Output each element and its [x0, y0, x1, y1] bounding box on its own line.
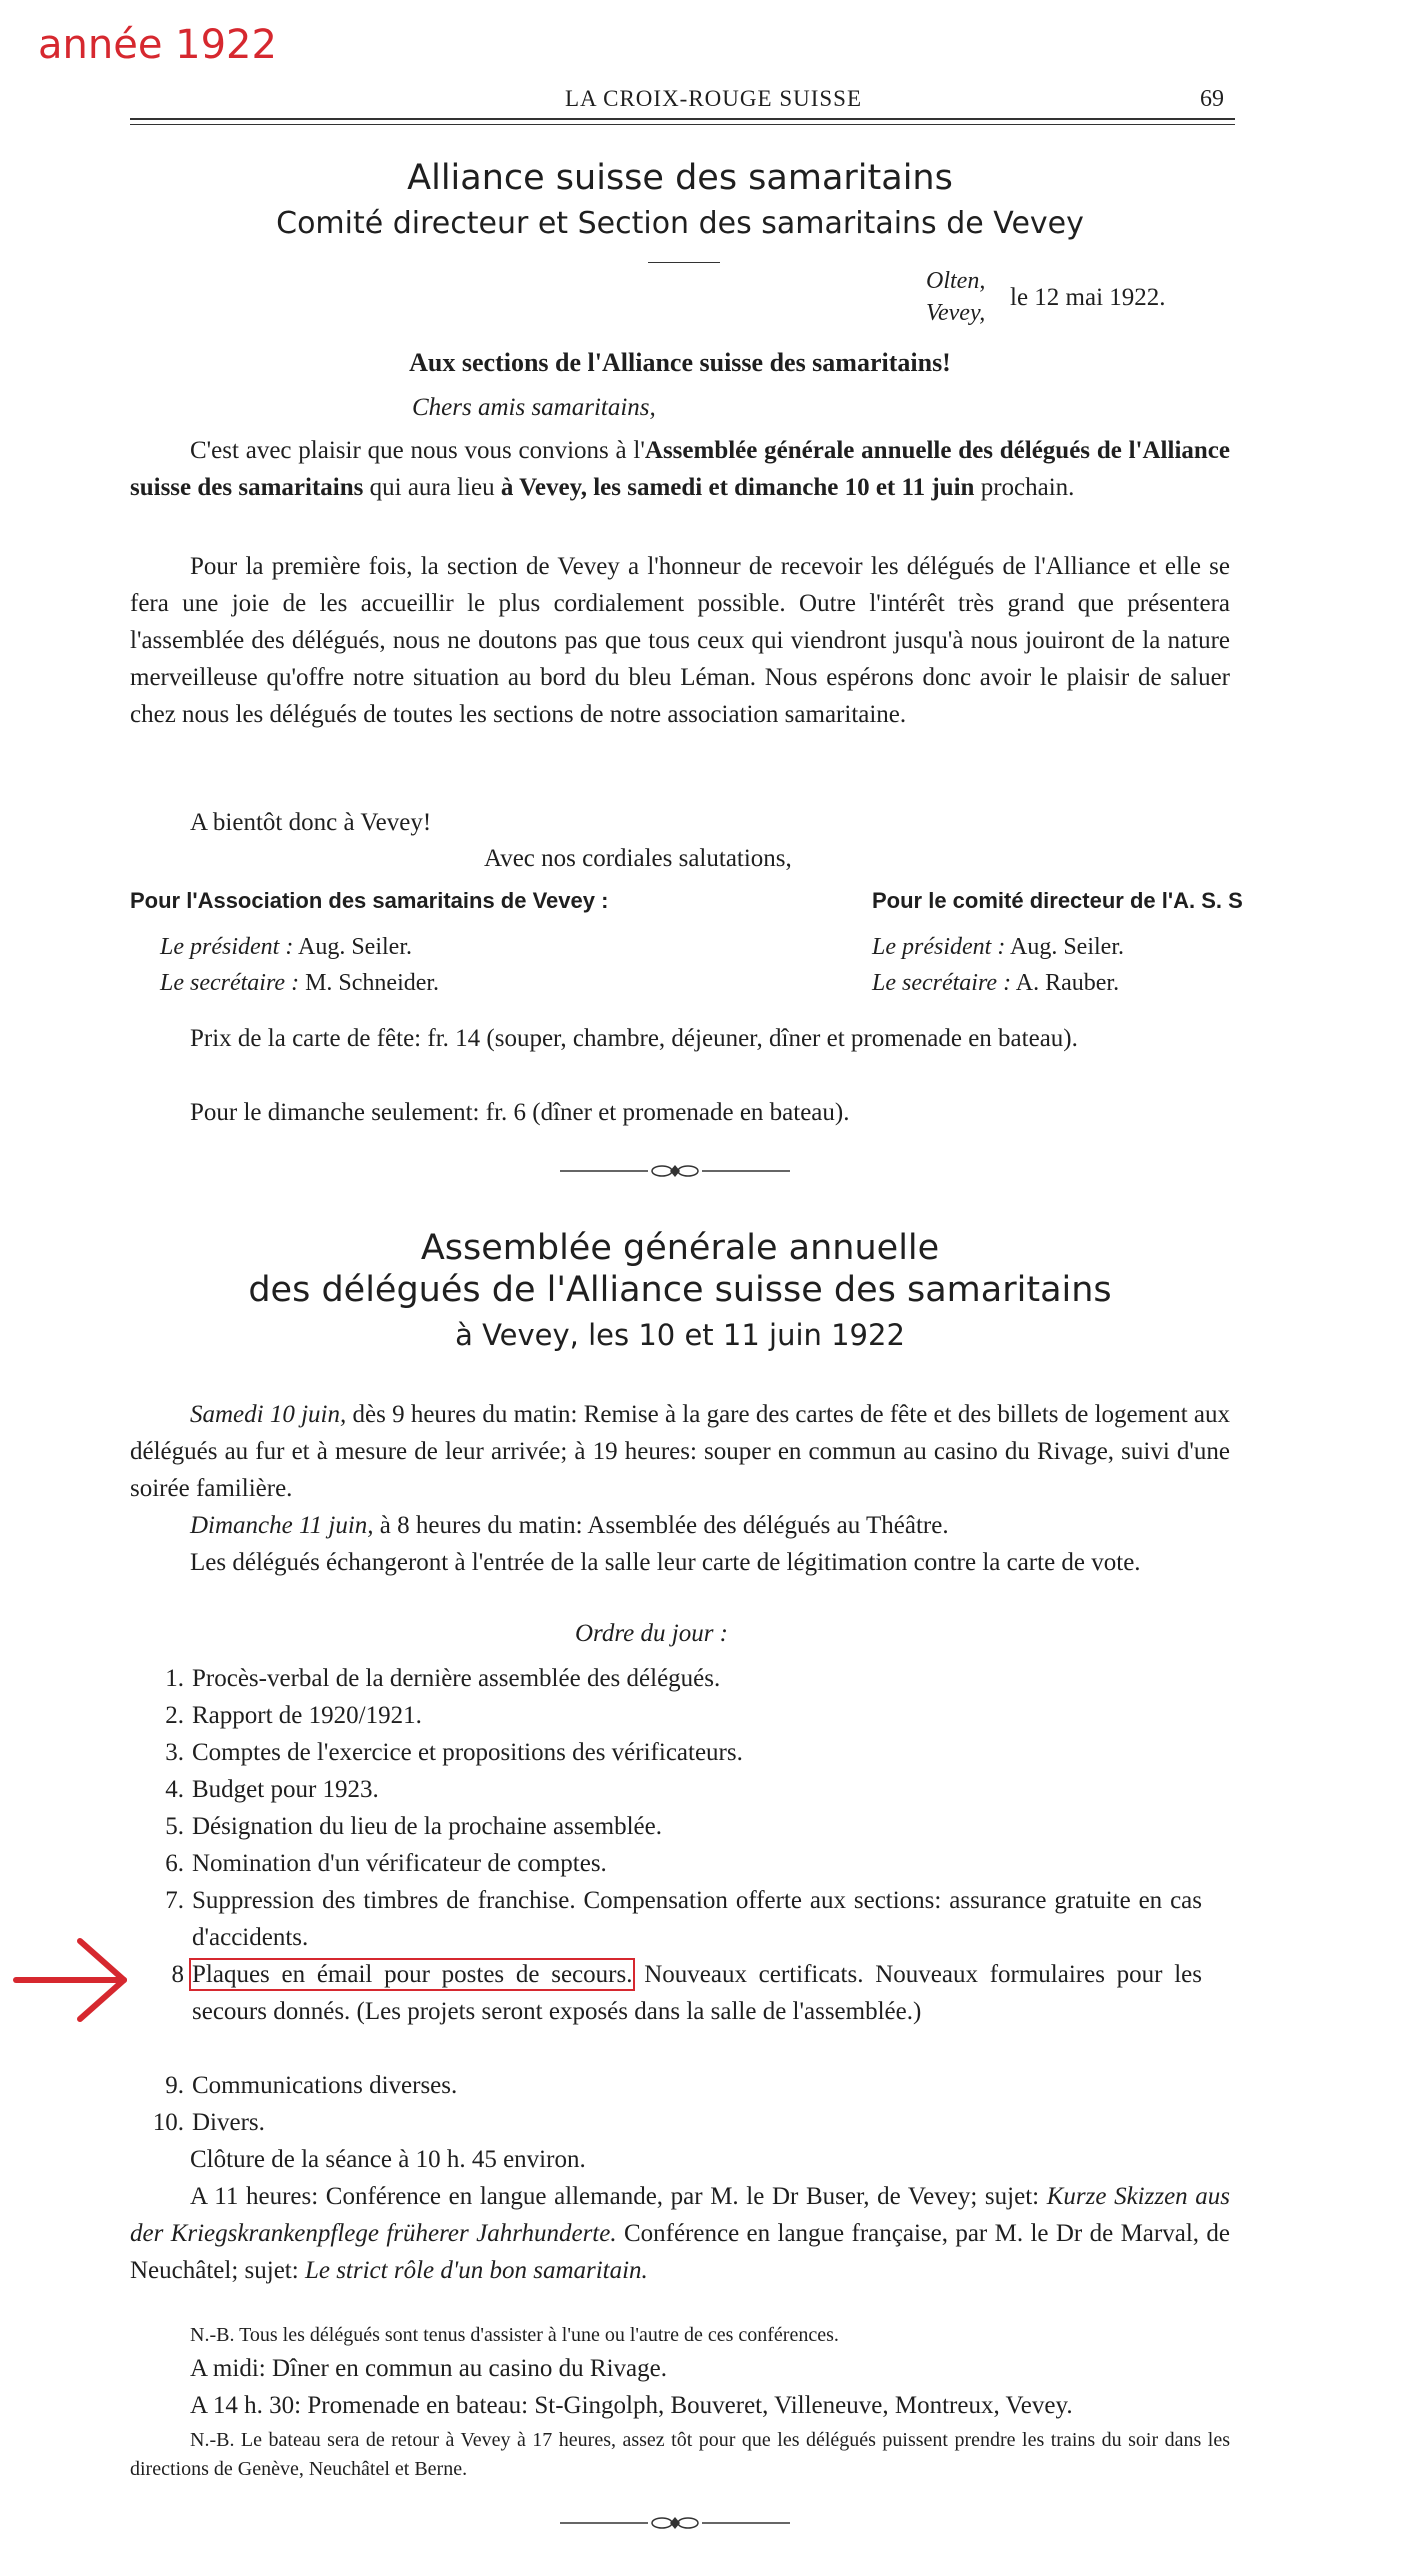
- nota-bene-1: N.-B. Tous les délégués sont tenus d'assister à l'une ou l'autre de ces conférences.: [190, 2324, 839, 2346]
- invitation-paragraph: [130, 432, 1230, 506]
- salutation: Chers amis samaritains,: [412, 394, 656, 421]
- agenda-num: 2.: [165, 1702, 184, 1729]
- section2-title-1: Assemblée générale annuelle: [420, 1228, 940, 1268]
- section1-title: Alliance suisse des samaritains: [407, 158, 953, 198]
- year-annotation: année 1922: [38, 22, 277, 68]
- agenda-item: [130, 1734, 1210, 1771]
- agenda-heading: Ordre du jour :: [575, 1620, 729, 1647]
- price-festival-card: Prix de la carte de fête: fr. 14 (souper, chambre, déjeuner, dîner et promenade en bateau).: [190, 1025, 1078, 1052]
- conf-b: Kurze Skizzen aus der Kriegskrankenpflege früherer Jahrhunderte.: [130, 2183, 1231, 2247]
- sig-right-role2: Le secrétaire :: [872, 970, 1012, 996]
- vote-cards: Les délégués échangeront à l'entrée de la salle leur carte de légitimation contre la carte de vote.: [190, 1549, 1141, 1576]
- saturday-text: dès 9 heures du matin: Remise à la gare des cartes de fête et des billets de logement aux délégués au fur et à mesure de leur arrivée; à 19 heures: souper en commun au casino du Rivage, suivi d'une soirée familière.: [130, 1401, 1230, 1502]
- sig-right-role1: Le président :: [872, 934, 1006, 960]
- section1-subtitle: Comité directeur et Section des samaritains de Vevey: [276, 206, 1084, 241]
- agenda-text: Désignation du lieu de la prochaine assemblée.: [192, 1813, 662, 1840]
- saturday-program: [130, 1396, 1230, 1507]
- agenda-num: 8: [171, 1961, 184, 1988]
- closure: Clôture de la séance à 10 h. 45 environ.: [190, 2146, 586, 2173]
- agenda-item: [130, 2067, 1210, 2104]
- agenda-item: [130, 1697, 1210, 1734]
- ornament-divider: [560, 1160, 790, 1182]
- place-olten: Olten,: [926, 268, 986, 294]
- agenda-text: Suppression des timbres de franchise. Compensation offerte aux sections: assurance gratuite en cas d'accidents.: [192, 1887, 1202, 1951]
- sig-left-role1: Le président :: [160, 934, 294, 960]
- agenda-num: 10.: [152, 2109, 184, 2136]
- address-heading: Aux sections de l'Alliance suisse des samaritains!: [409, 348, 951, 377]
- arrow-annotation-icon: [12, 1935, 132, 2025]
- agenda-num: 3.: [165, 1739, 184, 1766]
- agenda-text: Comptes de l'exercice et propositions des vérificateurs.: [192, 1739, 743, 1766]
- ornament-divider-bottom: [560, 2512, 790, 2534]
- price-sunday: Pour le dimanche seulement: fr. 6 (dîner et promenade en bateau).: [190, 1099, 850, 1126]
- page-number: 69: [1200, 86, 1224, 112]
- para1-d: à Vevey, les samedi et dimanche 10 et 11 juin: [500, 474, 975, 501]
- agenda-text: Procès-verbal de la dernière assemblée des délégués.: [192, 1665, 721, 1692]
- title-rule: [648, 262, 720, 263]
- item8-rest: Nouveaux certificats. Nouveaux formulaires pour les secours donnés. (Les projets seront exposés dans la salle de l'assemblée.): [192, 1961, 1203, 2025]
- sig-left-name1: Aug. Seiler.: [298, 934, 412, 960]
- agenda-num: 6.: [165, 1850, 184, 1877]
- header-rule-top: [130, 118, 1235, 120]
- highlighted-phrase: Plaques en émail pour postes de secours.: [192, 1961, 633, 1988]
- boat-trip: A 14 h. 30: Promenade en bateau: St-Gingolph, Bouveret, Villeneuve, Montreux, Vevey.: [190, 2392, 1073, 2419]
- sig-left-role2: Le secrétaire :: [160, 970, 300, 996]
- agenda-text: Communications diverses.: [192, 2072, 458, 2099]
- agenda-item: [130, 1845, 1210, 1882]
- section2-title-3: à Vevey, les 10 et 11 juin 1922: [455, 1318, 905, 1352]
- conf-a: A 11 heures: Conférence en langue allemande, par M. le Dr Buser, de Vevey; sujet:: [190, 2183, 1047, 2210]
- closing: Avec nos cordiales salutations,: [484, 845, 792, 872]
- agenda-num: 7.: [165, 1887, 184, 1914]
- agenda-text: Rapport de 1920/1921.: [192, 1702, 422, 1729]
- conf-c: Conférence en langue française, par M. le Dr de Marval, de Neuchâtel; sujet:: [130, 2220, 1230, 2284]
- para1-a: C'est avec plaisir que nous vous convions à l': [190, 437, 645, 464]
- agenda-text: Nomination d'un vérificateur de comptes.: [192, 1850, 607, 1877]
- agenda-item: [130, 1771, 1210, 1808]
- sig-right-heading: Pour le comité directeur de l'A. S. S: [872, 888, 1243, 913]
- agenda-num: 4.: [165, 1776, 184, 1803]
- agenda-item: [130, 1882, 1210, 1956]
- noon-dinner: A midi: Dîner en commun au casino du Rivage.: [190, 2355, 667, 2382]
- para1-e: prochain.: [974, 474, 1075, 501]
- running-head-title: LA CROIX-ROUGE SUISSE: [564, 86, 863, 111]
- sunday-label: Dimanche 11 juin,: [190, 1512, 374, 1539]
- sig-right-secretary: [872, 970, 1119, 997]
- conferences: [130, 2178, 1230, 2289]
- agenda-text: Divers.: [192, 2109, 265, 2136]
- welcome-paragraph: Pour la première fois, la section de Vevey a l'honneur de recevoir les délégués de l'Alliance et elle se fera une joie de les accueillir le plus cordialement possible. Outre l'intérêt très grand que présentera l'assemblée des délégués, nous ne doutons pas que tous ceux qui viendront jusqu'à nous jouiront de la nature merveilleuse qu'offre notre situation au bord du bleu Léman. Nous espérons donc avoir le plaisir de saluer chez nous les délégués de toutes les sections de notre association samaritaine.: [130, 553, 1230, 728]
- saturday-label: Samedi 10 juin,: [190, 1401, 347, 1428]
- sig-left-heading: Pour l'Association des samaritains de Vevey :: [130, 888, 609, 913]
- agenda-item: [130, 2104, 1210, 2141]
- agenda-text: Budget pour 1923.: [192, 1776, 379, 1803]
- agenda-text: [192, 1956, 1202, 2030]
- sig-left-secretary: [160, 970, 439, 997]
- letter-date: le 12 mai 1922.: [1010, 284, 1166, 311]
- nota-bene-2: N.-B. Le bateau sera de retour à Vevey à 17 heures, assez tôt pour que les délégués puissent prendre les trains du soir dans les directions de Genève, Neuchâtel et Berne.: [130, 2429, 1230, 2480]
- conf-d: Le strict rôle d'un bon samaritain.: [304, 2257, 648, 2284]
- sig-right-president: [872, 934, 1124, 961]
- sig-left-name2: M. Schneider.: [305, 970, 440, 996]
- section2-title-2: des délégués de l'Alliance suisse des samaritains: [248, 1270, 1112, 1310]
- agenda-item: [130, 1660, 1210, 1697]
- sig-right-name2: A. Rauber.: [1015, 970, 1120, 996]
- header-rule-bottom: [130, 124, 1235, 125]
- para1-c: qui aura lieu: [363, 474, 501, 501]
- sig-left-president: [160, 934, 412, 961]
- agenda-num: 1.: [165, 1665, 184, 1692]
- sig-right-name1: Aug. Seiler.: [1010, 934, 1124, 960]
- agenda-num: 5.: [165, 1813, 184, 1840]
- para1-b: Assemblée générale annuelle des délégués de l'Alliance suisse des samaritains: [130, 437, 1230, 501]
- sunday-text: à 8 heures du matin: Assemblée des délégués au Théâtre.: [373, 1512, 949, 1539]
- see-you-soon: A bientôt donc à Vevey!: [190, 809, 432, 836]
- sunday-program: [130, 1507, 1230, 1544]
- agenda-item-8: [130, 1956, 1210, 2030]
- agenda-item: [130, 1808, 1210, 1845]
- agenda-num: 9.: [165, 2072, 184, 2099]
- place-vevey: Vevey,: [926, 300, 986, 326]
